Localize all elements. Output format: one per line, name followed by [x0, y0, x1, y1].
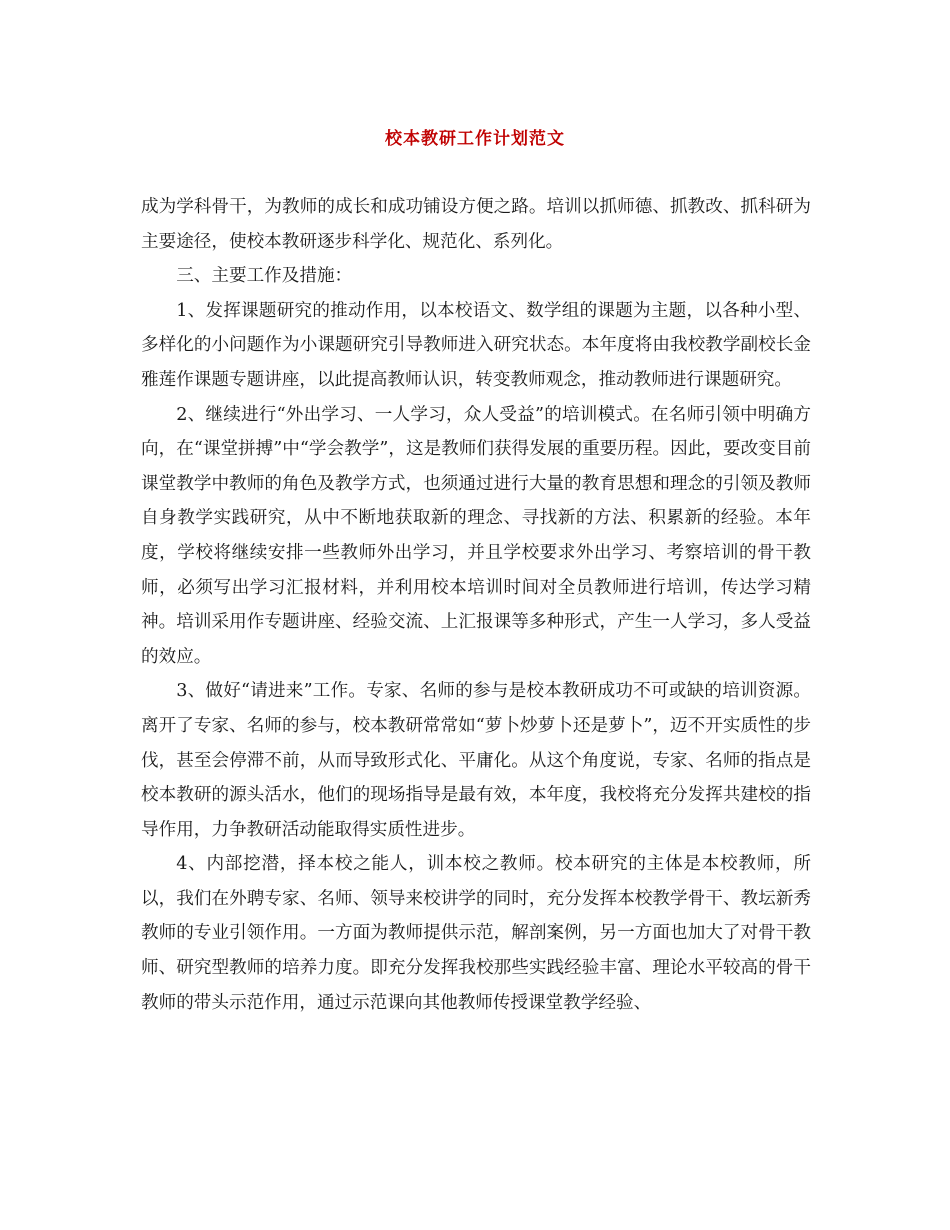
paragraph: 1、发挥课题研究的推动作用，以本校语文、数学组的课题为主题，以各种小型、多样化的小问题作为小课题研究引导教师进入研究状态。本年度将由我校教学副校长金雅莲作课题专题讲座，以此提高教师认识，转变教师观念，推动教师进行课题研究。 — [141, 300, 811, 390]
document-body — [141, 190, 811, 1020]
paragraph: 成为学科骨干，为教师的成长和成功铺设方便之路。培训以抓师德、抓教改、抓科研为主要途径，使校本教研逐步科学化、规范化、系列化。 — [141, 197, 811, 252]
document-title: 校本教研工作计划范文 — [385, 129, 565, 149]
paragraph: 2、继续进行“外出学习、一人学习，众人受益”的培训模式。在名师引领中明确方向，在“课堂拼搏”中“学会教学”，这是教师们获得发展的重要历程。因此，要改变目前课堂教学中教师的角色及教学方式，也须通过进行大量的教育思想和理念的引领及教师自身教学实践研究，从中不断地获取新的理念、寻找新的方法、积累新的经验。本年度，学校将继续安排一些教师外出学习，并且学校要求外出学习、考察培训的骨干教师，必须写出学习汇报材料，并利用校本培训时间对全员教师进行培训，传达学习精神。培训采用作专题讲座、经验交流、上汇报课等多种形式，产生一人学习，多人受益的效应。 — [141, 404, 811, 667]
paragraph: 3、做好“请进来”工作。专家、名师的参与是校本教研成功不可或缺的培训资源。离开了专家、名师的参与，校本教研常常如“萝卜炒萝卜还是萝卜”，迈不开实质性的步伐，甚至会停滞不前，从而导致形式化、平庸化。从这个角度说，专家、名师的指点是校本教研的源头活水，他们的现场指导是最有效，本年度，我校将充分发挥共建校的指导作用，力争教研活动能取得实质性进步。 — [141, 681, 811, 840]
section-heading: 三、主要工作及措施： — [176, 266, 353, 287]
paragraph: 4、内部挖潜，择本校之能人，训本校之教师。校本研究的主体是本校教师，所以，我们在外聘专家、名师、领导来校讲学的同时，充分发挥本校教学骨干、教坛新秀教师的专业引领作用。一方面为教师提供示范，解剖案例，另一方面也加大了对骨干教师、研究型教师的培养力度。即充分发挥我校那些实践经验丰富、理论水平较高的骨干教师的带头示范作用，通过示范课向其他教师传授课堂教学经验、 — [141, 854, 811, 1013]
